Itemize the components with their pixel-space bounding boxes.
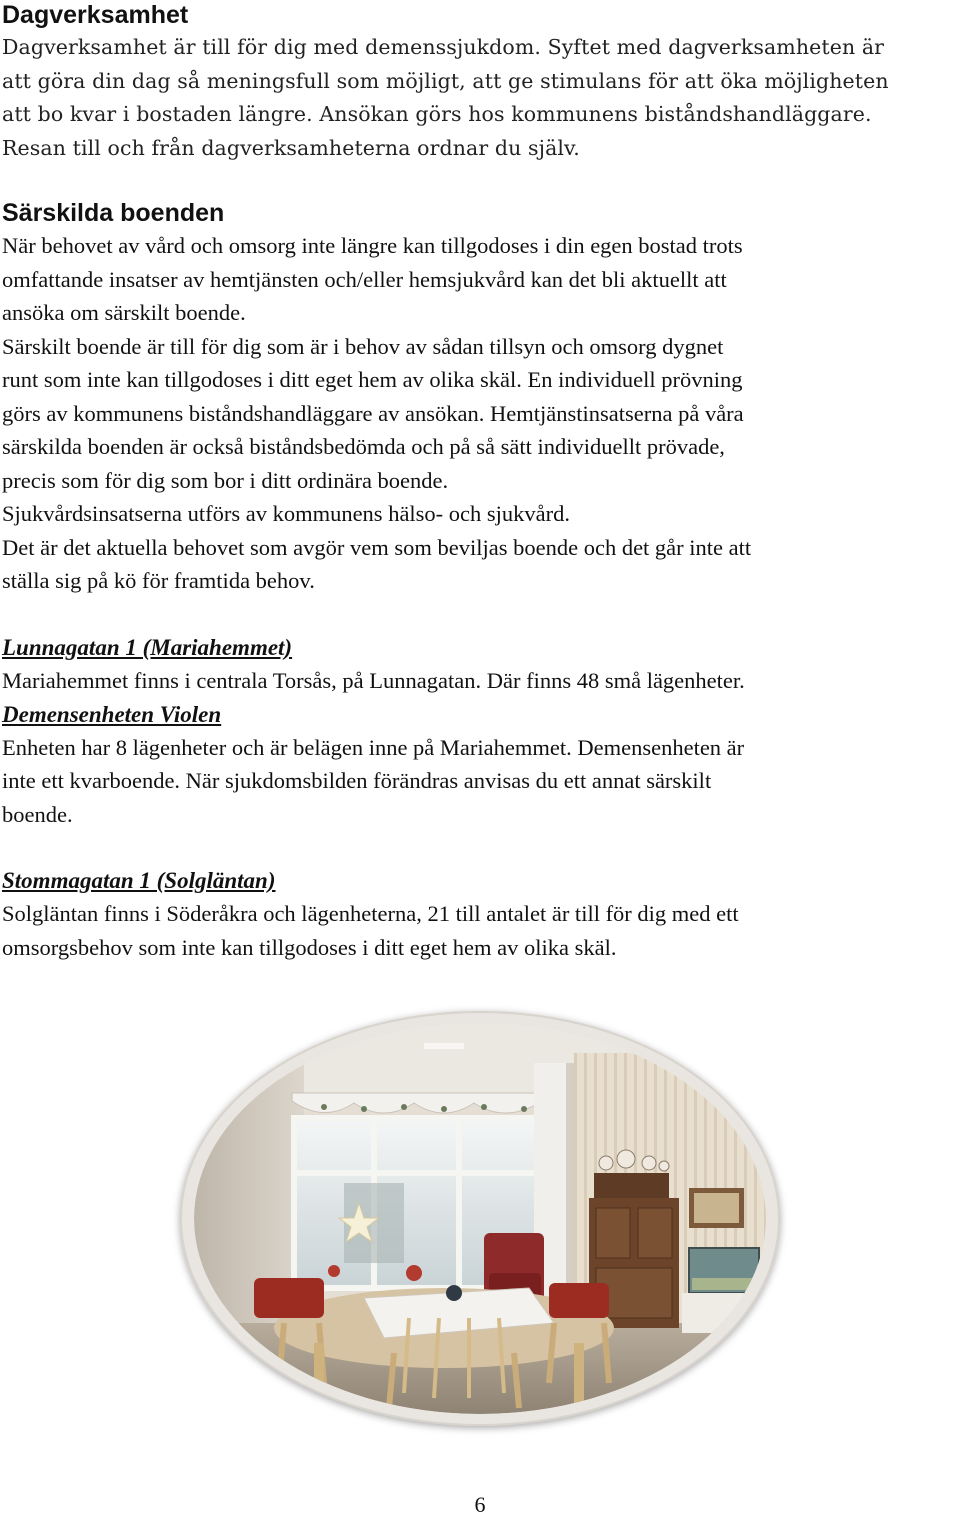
section-sarskilda-boenden bbox=[2, 198, 958, 598]
paragraph-solglantan bbox=[2, 897, 958, 964]
page-number: 6 bbox=[474, 1492, 486, 1517]
text-line: Resan till och från dagverksamheterna ordnar du själv. bbox=[2, 135, 580, 160]
section-stommagatan bbox=[2, 864, 958, 964]
text-line: Solgläntan finns i Söderåkra och lägenheterna, 21 till antalet är till för dig med ett bbox=[2, 901, 739, 926]
text-line: att bo kvar i bostaden längre. Ansökan görs hos kommunens biståndshandläggare. bbox=[2, 102, 872, 126]
text-line: Det är det aktuella behovet som avgör vem som beviljas boende och det går inte att bbox=[2, 534, 752, 560]
heading-stommagatan: Stommagatan 1 (Solgläntan) bbox=[2, 868, 276, 893]
text-line: görs av kommunens biståndshandläggare av ansökan. Hemtjänstinsatserna på våra bbox=[2, 400, 744, 426]
text-line: omsorgsbehov som inte kan tillgodoses i ditt eget hem av olika skäl. bbox=[2, 934, 617, 960]
paragraph-violen bbox=[2, 731, 958, 832]
text-line: precis som för dig som bor i ditt ordinära boende. bbox=[2, 467, 449, 493]
text-line: runt som inte kan tillgodoses i ditt eget hem av olika skäl. En individuell prövning bbox=[2, 367, 743, 392]
text-line: omfattande insatser av hemtjänsten och/eller hemsjukvård kan det bli aktuellt att bbox=[2, 266, 727, 292]
paragraph-sarskilda-boenden bbox=[2, 229, 958, 598]
heading-lunnagatan: Lunnagatan 1 (Mariahemmet) bbox=[2, 635, 293, 660]
text-line: ställa sig på kö för framtida behov. bbox=[2, 568, 315, 593]
paragraph-dagverksamhet bbox=[2, 31, 958, 165]
text-line: ansöka om särskilt boende. bbox=[2, 300, 246, 325]
paragraph-mariahemmet: Mariahemmet finns i centrala Torsås, på Lunnagatan. Där finns 48 små lägenheter. bbox=[2, 668, 745, 693]
section-dagverksamhet bbox=[2, 0, 958, 165]
text-line: att göra din dag så meningsfull som möjligt, att ge stimulans för att öka möjligheten bbox=[2, 68, 889, 93]
section-lunnagatan bbox=[2, 631, 958, 831]
text-line: inte ett kvarboende. När sjukdomsbilden förändras anvisas du ett annat särskilt bbox=[2, 768, 712, 793]
text-line: särskilda boenden är också biståndsbedömda och på så sätt individuellt prövade, bbox=[2, 434, 725, 459]
text-line: Dagverksamhet är till för dig med demenssjukdom. Syftet med dagverksamheten är bbox=[2, 35, 885, 59]
text-line: Enheten har 8 lägenheter och är belägen inne på Mariahemmet. Demensenheten är bbox=[2, 734, 745, 760]
text-line: Särskilt boende är till för dig som är i behov av sådan tillsyn och omsorg dygnet bbox=[2, 333, 724, 359]
text-line: Sjukvårdsinsatserna utförs av kommunens hälso- och sjukvård. bbox=[2, 501, 571, 526]
heading-sarskilda-boenden: Särskilda boenden bbox=[2, 199, 225, 227]
text-line: boende. bbox=[2, 801, 73, 827]
text-line: När behovet av vård och omsorg inte längre kan tillgodoses i din egen bostad trots bbox=[2, 233, 743, 258]
photo-illustration bbox=[194, 1023, 766, 1414]
heading-demensenheten-violen: Demensenheten Violen bbox=[2, 701, 222, 727]
dining-room-photo bbox=[180, 1011, 780, 1426]
heading-dagverksamhet: Dagverksamhet bbox=[2, 1, 189, 29]
